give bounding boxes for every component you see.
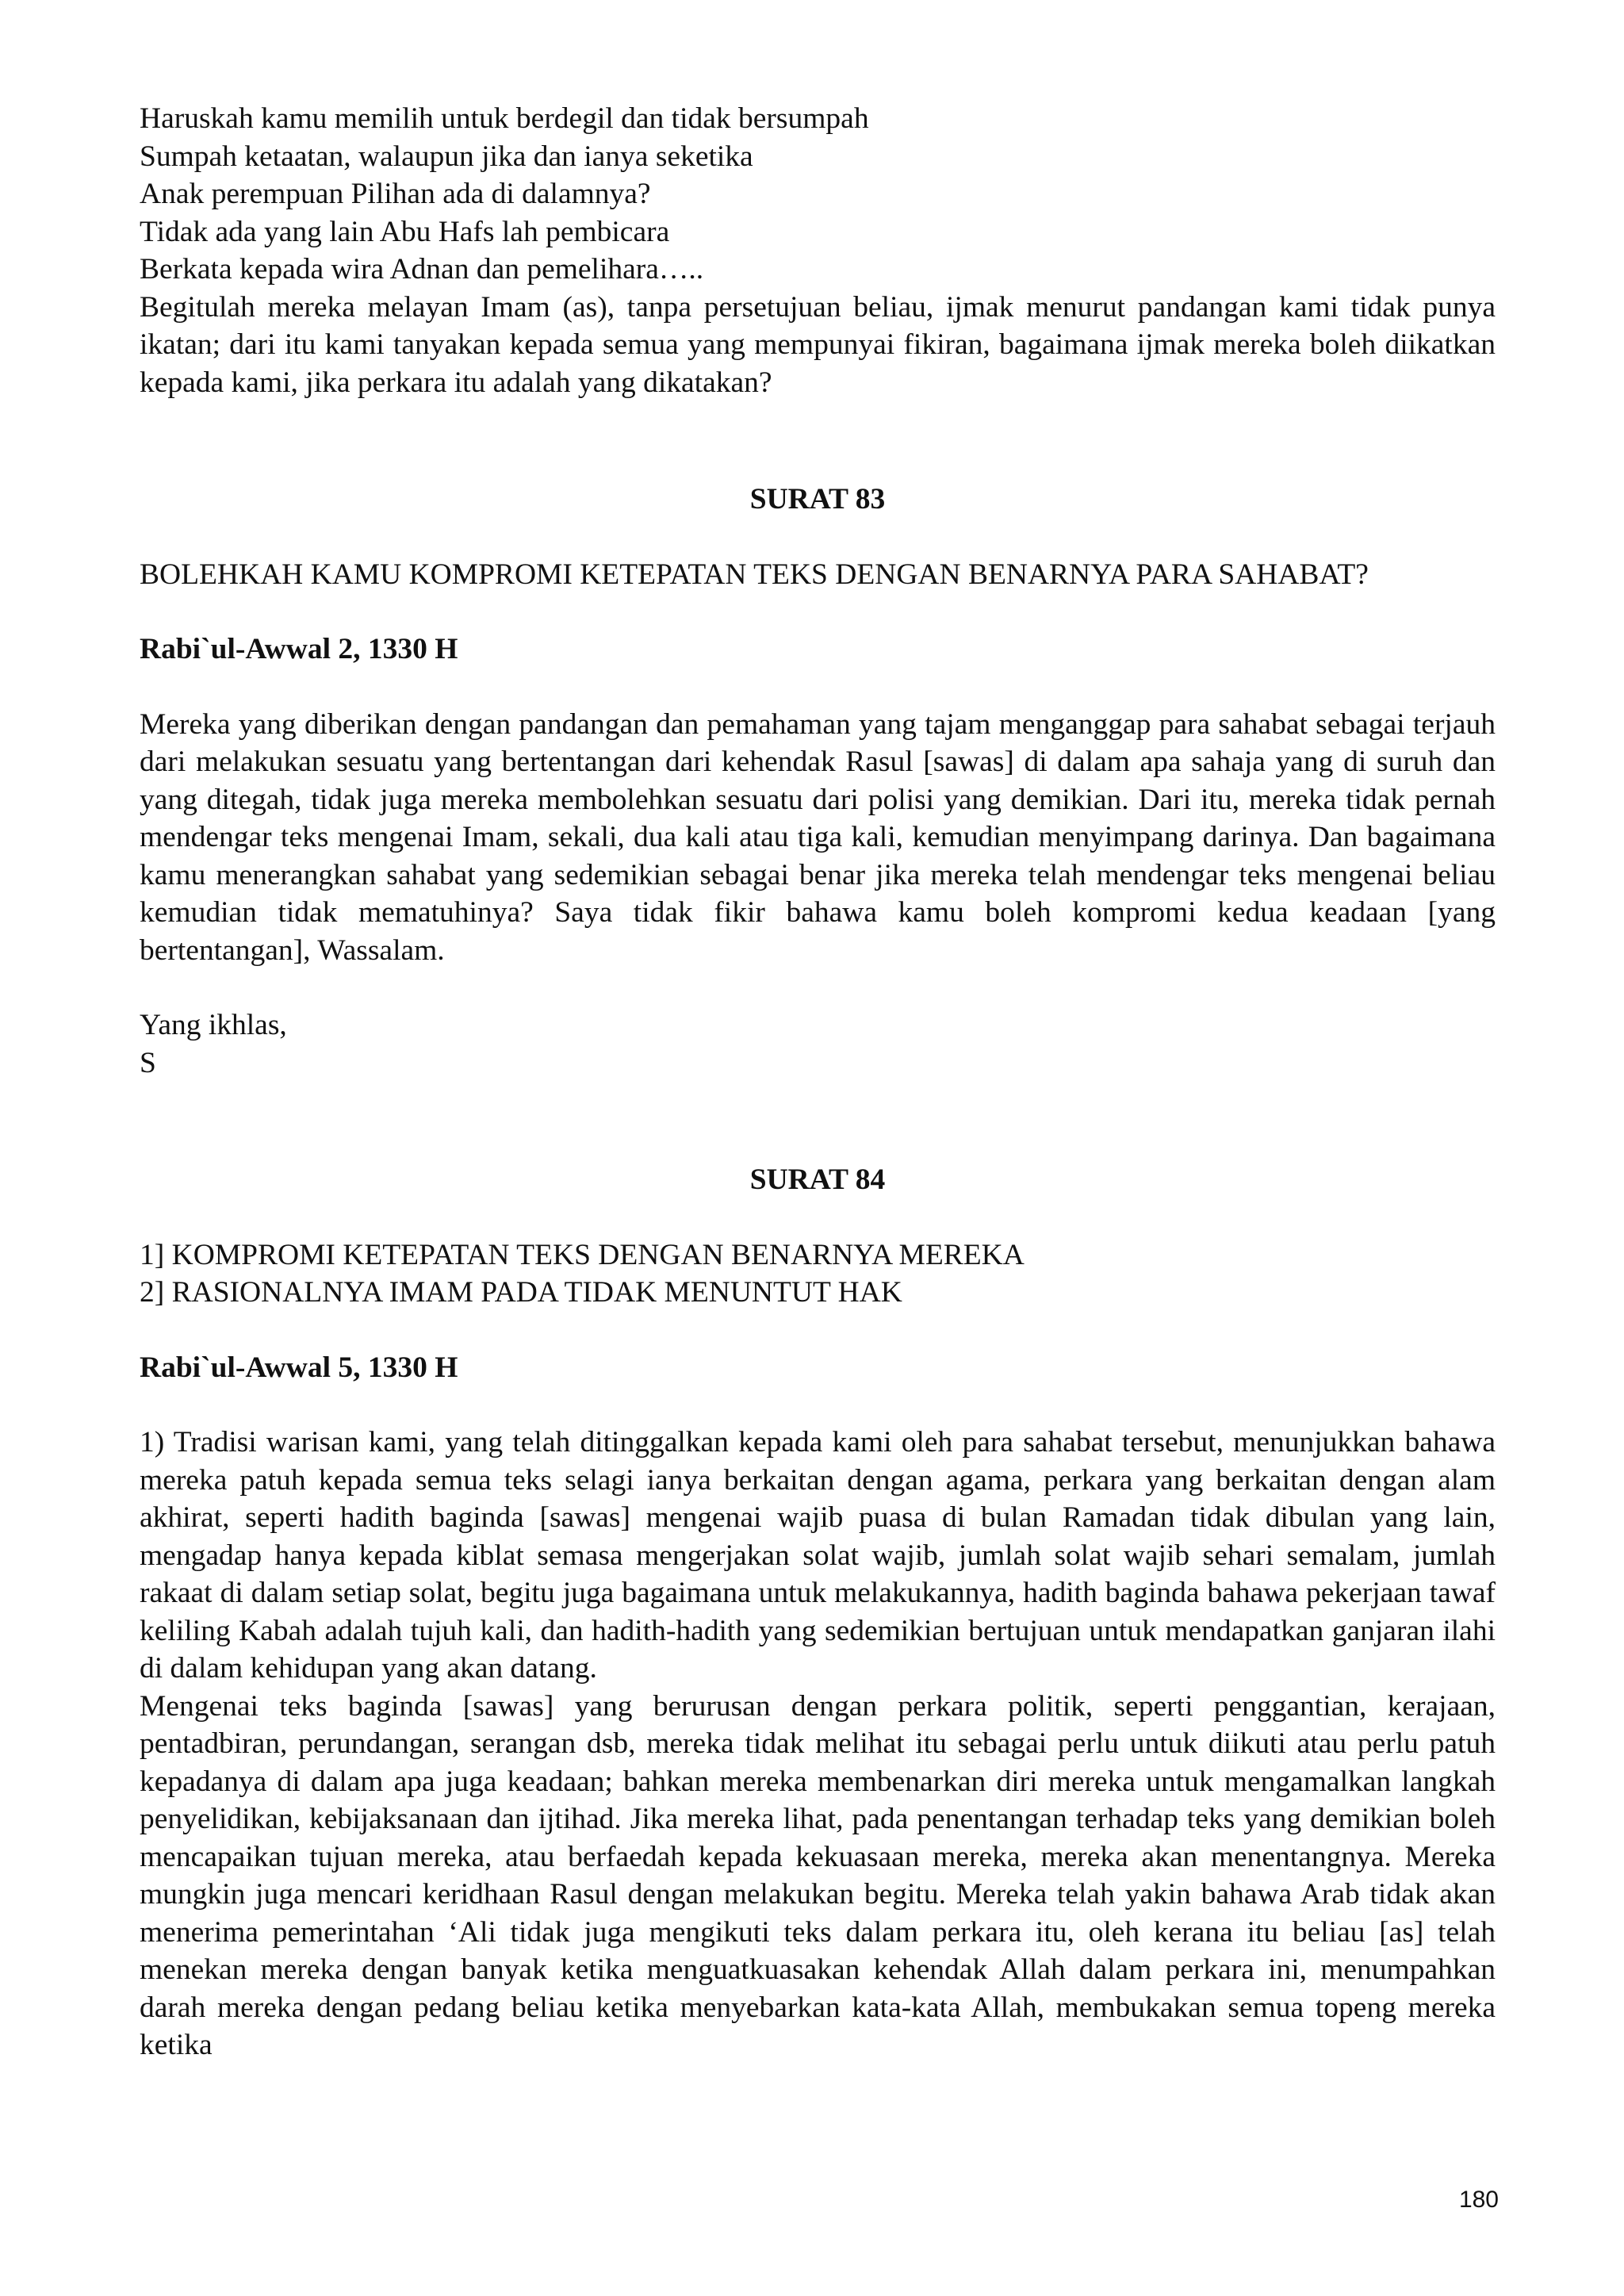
- letter-84-subject: [140, 1236, 1496, 1312]
- verse-line: Haruskah kamu memilih untuk berdegil dan tidak bersumpah: [140, 102, 869, 135]
- letter-83-subject: BOLEHKAH KAMU KOMPROMI KETEPATAN TEKS DENGAN BENARNYA PARA SAHABAT?: [140, 558, 1369, 591]
- verse-line: Sumpah ketaatan, walaupun jika dan ianya seketika: [140, 140, 753, 173]
- page-number: 180: [1458, 2187, 1499, 2213]
- document-page: [140, 100, 1496, 2064]
- verse-line: Berkata kepada wira Adnan dan pemelihara…..: [140, 253, 704, 286]
- letter-84-heading: SURAT 84: [749, 1163, 886, 1196]
- subject-line: 1] KOMPROMI KETEPATAN TEKS DENGAN BENARNYA MEREKA: [140, 1238, 1025, 1271]
- letter-84-paragraph-1: 1) Tradisi warisan kami, yang telah ditinggalkan kepada kami oleh para sahabat tersebut, menunjukkan bahawa mereka patuh kepada semua teks selagi ianya berkaitan dengan agama, perkara yang berkaitan dengan alam akhirat, seperti hadith baginda [sawas] mengenai wajib puasa di bulan Ramadan tidak dibulan yang lain, mengadap hanya kepada kiblat semasa mengerjakan solat wajib, jumlah solat wajib sehari semalam, jumlah rakaat di dalam setiap solat, begitu juga bagaimana untuk melakukannya, hadith baginda bahawa pekerjaan tawaf keliling Kabah adalah tujuh kali, dan hadith-hadith yang sedemikian bertujuan untuk mendapatkan ganjaran ilahi di dalam kehidupan yang akan datang.: [140, 1426, 1496, 1685]
- intro-paragraph: Begitulah mereka melayan Imam (as), tanpa persetujuan beliau, ijmak menurut pandangan kami tidak punya ikatan; dari itu kami tanyakan kepada semua yang mempunyai fikiran, bagaimana ijmak mereka boleh diikatkan kepada kami, jika perkara itu adalah yang dikatakan?: [140, 290, 1496, 399]
- letter-83-heading: SURAT 83: [749, 483, 886, 516]
- letter-83-body: Mereka yang diberikan dengan pandangan dan pemahaman yang tajam menganggap para sahabat sebagai terjauh dari melakukan sesuatu yang bertentangan dari kehendak Rasul [sawas] di dalam apa sahaja yang di suruh dan yang ditegah, tidak juga mereka membolehkan sesuatu dari polisi yang demikian. Dari itu, mereka tidak pernah mendengar teks mengenai Imam, sekali, dua kali atau tiga kali, kemudian menyimpang darinya. Dan bagaimana kamu menerangkan sahabat yang sedemikian sebagai benar jika mereka telah mendengar teks mengenai beliau kemudian tidak mematuhinya? Saya tidak fikir bahawa kamu boleh kompromi kedua keadaan [yang bertentangan], Wassalam.: [140, 707, 1496, 967]
- verse-line: Anak perempuan Pilihan ada di dalamnya?: [140, 178, 651, 210]
- letter-84-paragraph-2: Mengenai teks baginda [sawas] yang berurusan dengan perkara politik, seperti penggantian, kerajaan, pentadbiran, perundangan, serangan dsb, mereka tidak melihat itu sebagai perlu untuk diikuti atau perlu patuh kepadanya di dalam apa juga keadaan; bahkan mereka membenarkan diri mereka untuk mengamalkan langkah penyelidikan, kebijaksanaan dan ijtihad. Jika mereka lihat, pada penentangan terhadap teks yang demikian boleh mencapaikan tujuan mereka, atau berfaedah kepada kekuasaan mereka, mereka akan menentangnya. Mereka mungkin juga mencari keridhaan Rasul dengan melakukan begitu. Mereka telah yakin bahawa Arab tidak akan menerima pemerintahan ‘Ali tidak juga mengikuti teks dalam perkara itu, oleh kerana itu beliau [as] telah menekan mereka dengan banyak ketika menguatkuasakan kehendak Allah dalam perkara ini, menumpahkan darah mereka dengan pedang beliau ketika menyebarkan kata-kata Allah, membukakan semua topeng mereka ketika: [140, 1689, 1496, 2061]
- letter-83-signature: S: [140, 1046, 156, 1079]
- letter-83-closing: Yang ikhlas,: [140, 1009, 287, 1041]
- subject-line: 2] RASIONALNYA IMAM PADA TIDAK MENUNTUT HAK: [140, 1276, 902, 1309]
- verse-block: [140, 100, 1496, 289]
- verse-line: Tidak ada yang lain Abu Hafs lah pembicara: [140, 215, 670, 248]
- letter-83-date: Rabi`ul-Awwal 2, 1330 H: [140, 633, 458, 665]
- letter-84-date: Rabi`ul-Awwal 5, 1330 H: [140, 1351, 458, 1384]
